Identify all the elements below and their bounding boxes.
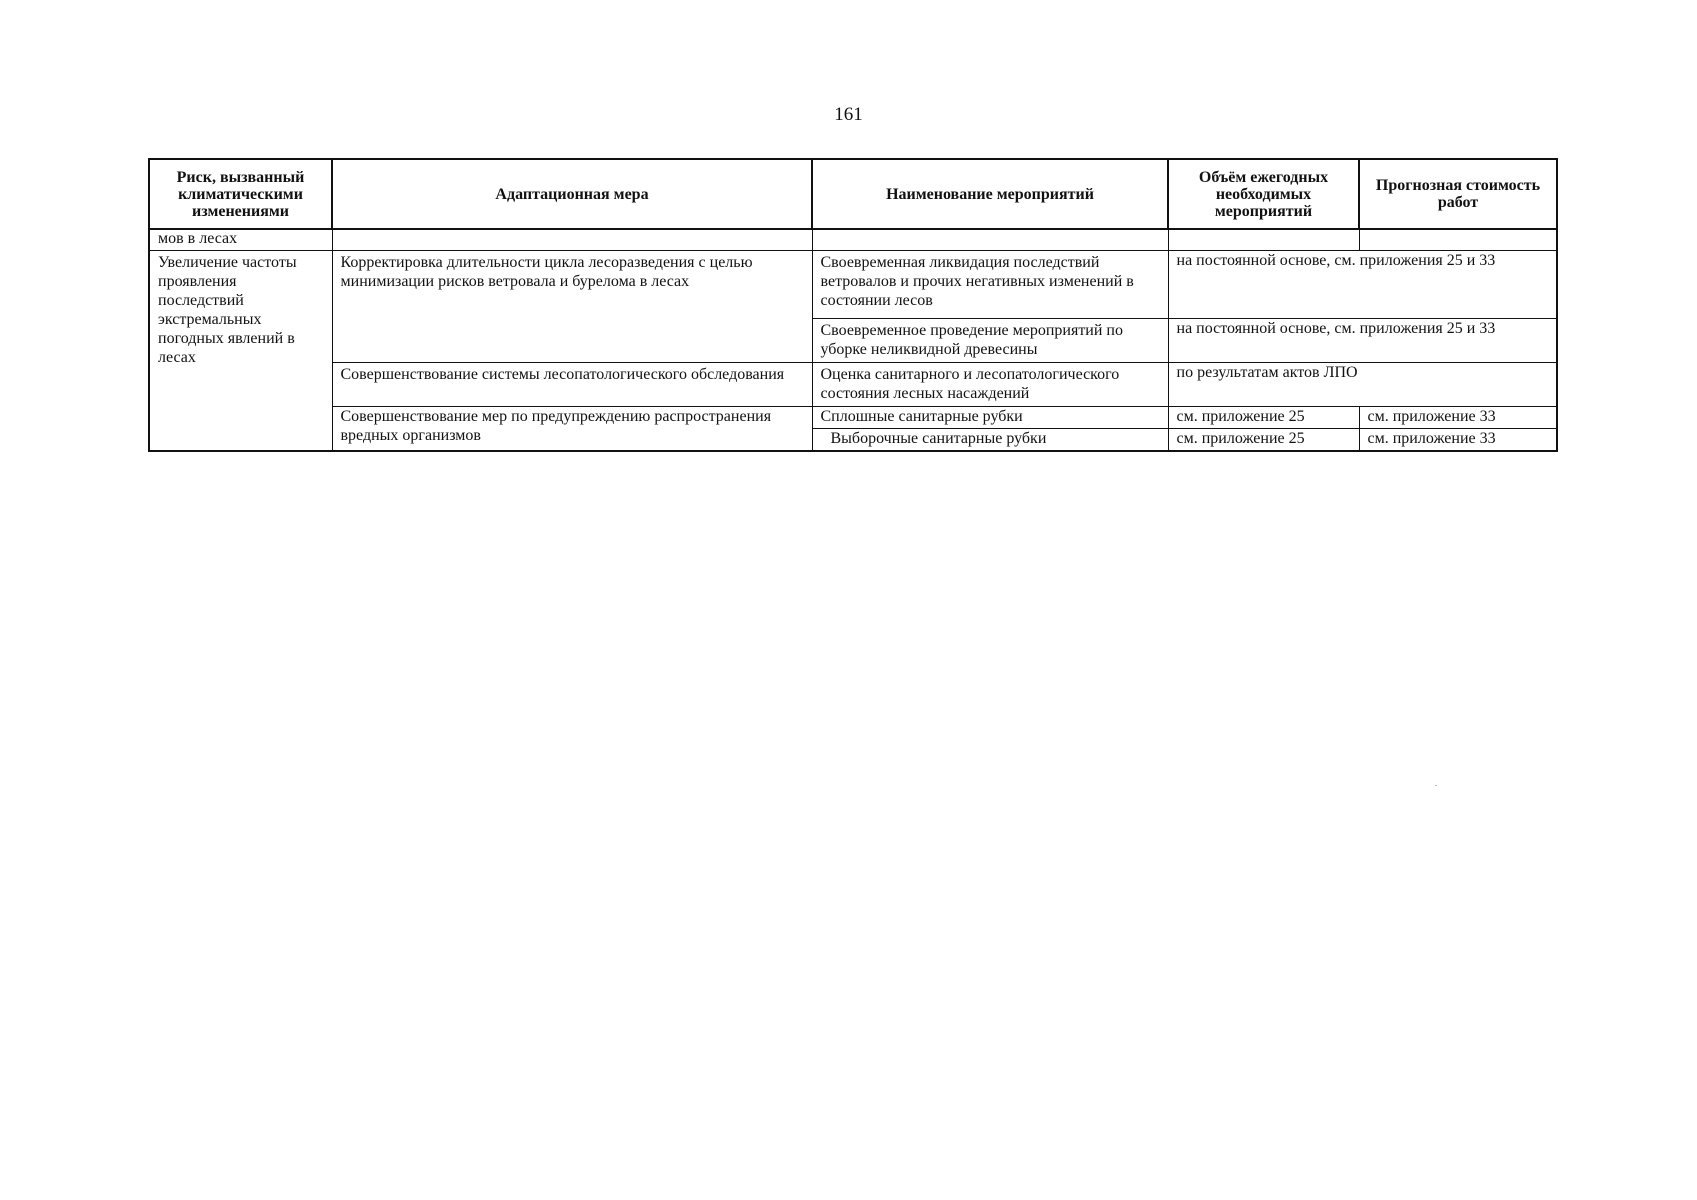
cell-volume-cost: на постоянной основе, см. приложения 25 и 33	[1168, 251, 1557, 319]
table-row	[149, 251, 1557, 319]
cell-activity: Своевременное проведение мероприятий по уборке неликвидной древесины	[812, 319, 1168, 363]
cell-measure: Совершенствование системы лесопатологического обследования	[332, 363, 812, 407]
table-row	[149, 363, 1557, 407]
table-header-row	[149, 159, 1557, 229]
cell-activity: Оценка санитарного и лесопатологического состояния лесных насаждений	[812, 363, 1168, 407]
cell-volume: см. приложение 25	[1168, 429, 1359, 451]
cell-measure: Корректировка длительности цикла лесоразведения с целью минимизации рисков ветровала и бурелома в лесах	[332, 251, 812, 363]
scan-speck	[1435, 785, 1437, 786]
cell-cost-empty	[1359, 229, 1557, 251]
cell-cost: см. приложение 33	[1359, 407, 1557, 429]
cell-volume-empty	[1168, 229, 1359, 251]
table-row	[149, 407, 1557, 429]
cell-activity-empty	[812, 229, 1168, 251]
cell-measure-empty	[332, 229, 812, 251]
cell-cost: см. приложение 33	[1359, 429, 1557, 451]
header-forecast-cost: Прогнозная стоимость работ	[1359, 159, 1557, 229]
cell-activity: Своевременная ликвидация последствий ветровалов и прочих негативных изменений в состоянии лесов	[812, 251, 1168, 319]
cell-activity: Сплошные санитарные рубки	[812, 407, 1168, 429]
adaptation-measures-table	[148, 158, 1558, 452]
cell-risk-continuation: мов в лесах	[149, 229, 332, 251]
header-annual-volume: Объём ежегодных необходимых мероприятий	[1168, 159, 1359, 229]
cell-volume-cost: на постоянной основе, см. приложения 25 и 33	[1168, 319, 1557, 363]
table-row-continuation	[149, 229, 1557, 251]
page-number: 161	[834, 104, 863, 125]
header-adaptation-measure: Адаптационная мера	[332, 159, 812, 229]
cell-volume: см. приложение 25	[1168, 407, 1359, 429]
cell-volume-cost: по результатам актов ЛПО	[1168, 363, 1557, 407]
header-activity-name: Наименование мероприятий	[812, 159, 1168, 229]
cell-risk: Увеличение частоты проявления последствий экстремальных погодных явлений в лесах	[149, 251, 332, 451]
header-risk: Риск, вызванный климатическими изменениями	[149, 159, 332, 229]
cell-measure: Совершенствование мер по предупреждению распространения вредных организмов	[332, 407, 812, 451]
cell-activity: Выборочные санитарные рубки	[812, 429, 1168, 451]
